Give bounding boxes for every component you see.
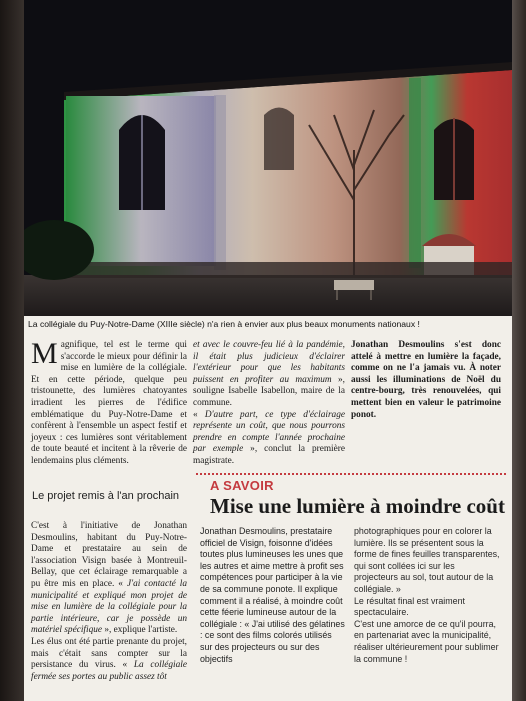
article-column-3 bbox=[351, 340, 501, 421]
quote-text: J'ai contacté la municipalité et expliqué mon projet de mise en lumière de la collégiale pour la partie intérieure, car je possède un matériel spécifique bbox=[31, 578, 187, 636]
paragraph-text: », conclut la première magistrate. bbox=[193, 444, 345, 466]
photo-caption: La collégiale du Puy-Notre-Dame (XIIIe siècle) n'a rien à envier aux plus beaux monuments nationaux ! bbox=[28, 319, 420, 329]
sidebar-text: Jonathan Desmoulins, prestataire officiel de Visign, foisonne d'idées toutes plus lumineuses les unes que les autres et aime mettre à profit ses compétences pour participer à la vie de sa commune ponote. Il explique comment il a réalisé, à moindre coût cette féerie lumineuse autour de la collégiale : « J'ai utilisé des gélatines : ce sont des films colorés utilisés sur des projecteurs ou sur des objectifs bbox=[200, 526, 345, 664]
sidebar-kicker: A SAVOIR bbox=[210, 478, 274, 493]
sidebar-text: Le résultat final est vraiment spectaculaire. bbox=[354, 595, 465, 618]
newspaper-page bbox=[24, 0, 512, 701]
paragraph-text: C'est à l'initiative de Jonathan Desmoulins, habitant du Puy-Notre-Dame et prestataire au sein de l'association Visign basée à Montreuil-Bellay, que cet éclairage remarquable a pu être mis en place. « bbox=[31, 521, 187, 589]
quote-text: D'autre part, ce type d'éclairage représente un coût, que nous pourrons prendre en compte l'année prochaine par exemple bbox=[193, 409, 345, 455]
paragraph-text: Les élus ont été partie prenante du projet, mais c'était sans compter sur la persistance du virus. « bbox=[31, 636, 187, 671]
background-right bbox=[510, 0, 526, 701]
paragraph-text: Jonathan Desmoulins s'est donc attelé à mettre en lumière la façade, comme on ne l'a jamais vu. À noter aussi les illuminations de Noël du centre-bourg, très renouvelées, qui mettent bien en valeur le patrimoine ponot. bbox=[351, 340, 501, 420]
paragraph-text: », souligne Isabelle Isabellon, maire de la commune. bbox=[193, 374, 346, 408]
article-column-2 bbox=[193, 340, 345, 468]
article-intro: agnifique, tel est le terme qui s'accorde le mieux pour définir la mise en lumière de la collégiale. Et en cette période, quelque peu tristounette, des lumières chatoyantes irradient les pierres de l'édifice emblématique du Puy-Notre-Dame et confèrent à l'ensemble un aspect festif et joyeux : ces lumières sont véritablement de toute beauté et incitent à la rêverie de lendemains plus cléments. bbox=[31, 340, 187, 466]
background-left bbox=[0, 0, 26, 701]
drop-cap: M bbox=[31, 337, 58, 370]
collegiale-photo bbox=[24, 0, 512, 316]
sidebar-headline: Mise une lumière à moindre coût bbox=[210, 494, 505, 518]
quote-text: et avec le couvre-feu lié à la pandémie, il était plus judicieux d'éclairer l'extérieur pour que les habitants puissent en profiter au maximum bbox=[193, 340, 345, 385]
paragraph-text: « bbox=[193, 409, 205, 420]
sidebar-text: C'est une amorce de ce qu'il pourra, en partenariat avec la municipalité, réaliser ultérieurement pour sublimer la commune ! bbox=[354, 618, 499, 664]
article-column-1-continued bbox=[31, 521, 187, 683]
sidebar-divider bbox=[196, 473, 506, 475]
section-subhead: Le projet remis à l'an prochain bbox=[32, 490, 180, 502]
sidebar-text: photographiques pour en colorer la lumière. Ils se présentent sous la forme de fines feuilles transparentes, qui sont collées ici sur les projecteurs au sol, tout autour de la collégiale. » bbox=[354, 526, 500, 594]
quote-text: La collégiale fermée ses portes au public assez tôt bbox=[31, 660, 187, 682]
article-column-1 bbox=[31, 337, 187, 468]
collegiale-illustration bbox=[24, 0, 512, 316]
sidebar-column-2 bbox=[354, 526, 500, 665]
sidebar-column-1 bbox=[200, 526, 346, 665]
paragraph-text: », explique l'artiste. bbox=[102, 625, 178, 636]
